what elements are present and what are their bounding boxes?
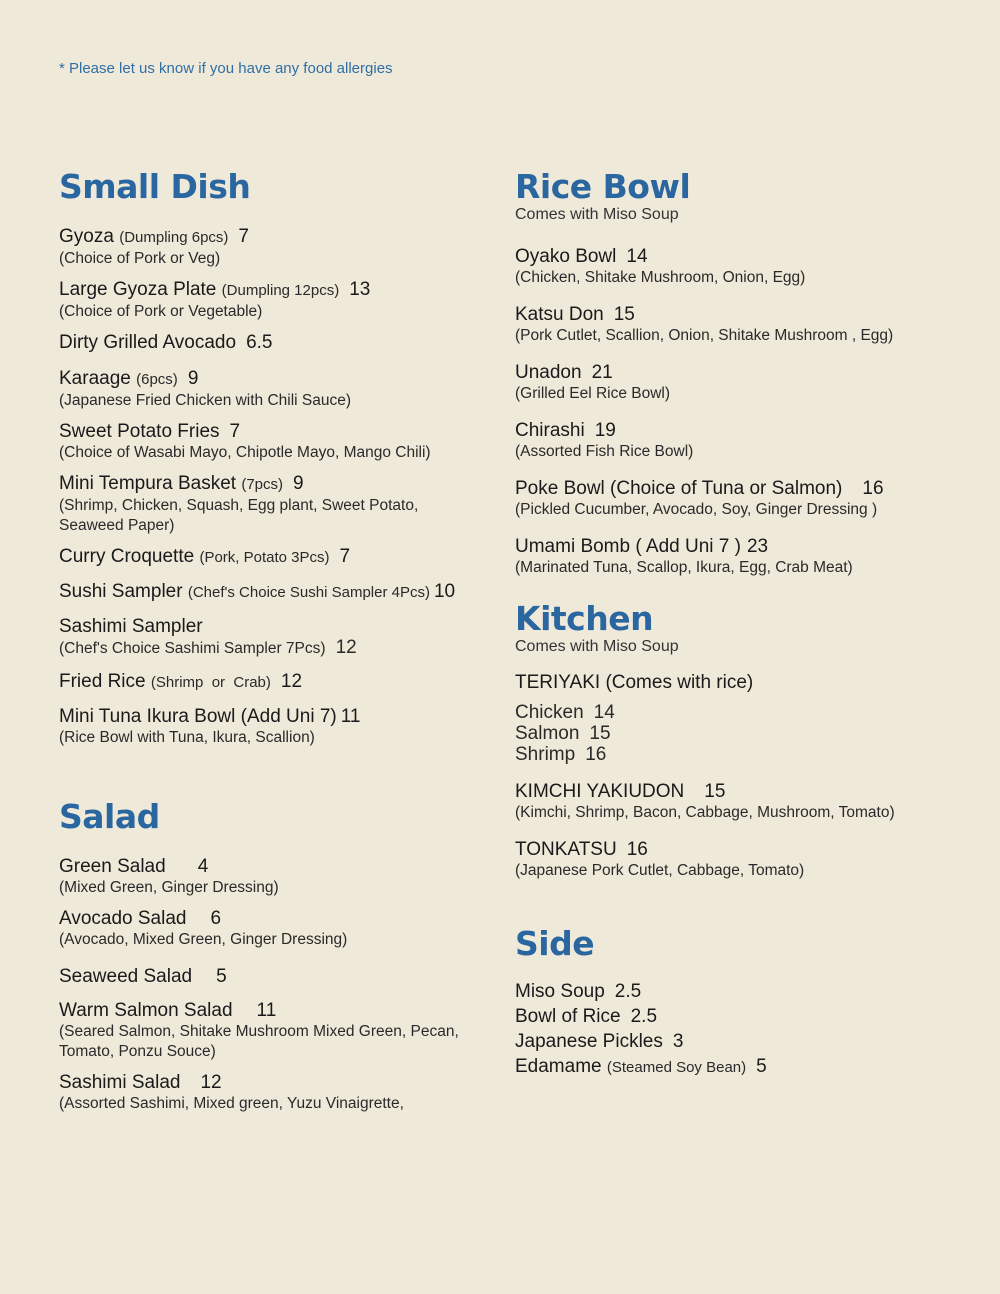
side-items (515, 981, 955, 1079)
item-price: 23 (746, 536, 769, 557)
item-name: Dirty Grilled Avocado (59, 332, 237, 353)
menu-item-miso-soup (515, 981, 955, 1003)
small-dish-items (59, 226, 499, 748)
section-title-salad: Salad (59, 797, 160, 836)
section-subtitle: Comes with Miso Soup (515, 206, 679, 223)
item-name: Unadon (515, 362, 582, 383)
item-sub: (Dumpling 6pcs) (119, 229, 229, 246)
teriyaki-option-salmon (515, 723, 955, 744)
menu-item-curry-croquette (59, 546, 499, 569)
menu-item-warm-salmon-salad (59, 1000, 499, 1062)
kitchen-items (515, 672, 955, 881)
item-name: Japanese Pickles (515, 1031, 663, 1052)
item-name: Chirashi (515, 420, 585, 441)
right-column (515, 168, 955, 1082)
item-name: Large Gyoza Plate (59, 279, 217, 300)
menu-item-avocado-salad (59, 908, 499, 950)
item-name: Karaage (59, 368, 131, 389)
rice-bowl-section (515, 168, 955, 578)
item-price: 16 (626, 839, 648, 860)
item-price: 4 (197, 856, 209, 877)
menu-item-poke-bowl (515, 478, 955, 520)
item-name: Mini Tuna Ikura Bowl (Add Uni 7) (59, 706, 337, 727)
item-name: Sweet Potato Fries (59, 421, 220, 442)
menu-item-chirashi (515, 420, 955, 462)
item-name: Curry Croquette (59, 546, 195, 567)
menu-item-oyako-bowl (515, 246, 955, 288)
menu-item-mini-tuna-ikura-bowl (59, 706, 499, 748)
menu-item-sweet-potato-fries (59, 421, 499, 463)
item-price: 7 (238, 226, 249, 247)
item-price: 9 (187, 368, 199, 389)
menu-item-gyoza (59, 226, 499, 269)
menu-item-seaweed-salad (59, 966, 499, 988)
option-price: 16 (585, 744, 607, 765)
item-desc: (Choice of Pork or Vegetable) (59, 303, 263, 320)
salad-items (59, 856, 499, 1114)
item-desc: (Chef's Choice Sashimi Sampler 7Pcs) (59, 640, 326, 657)
item-name: Mini Tempura Basket (59, 473, 237, 494)
teriyaki-option-shrimp (515, 744, 955, 765)
item-price: 11 (256, 1000, 277, 1021)
item-price: 7 (339, 546, 351, 567)
item-name: Umami Bomb ( Add Uni 7 ) (515, 536, 741, 557)
item-name: Miso Soup (515, 981, 605, 1002)
item-desc: (Shrimp, Chicken, Squash, Egg plant, Sweet Potato, Seaweed Paper) (59, 497, 419, 534)
item-name: Fried Rice (59, 671, 146, 692)
menu-item-dirty-grilled-avocado (59, 332, 499, 354)
item-price: 3 (672, 1031, 684, 1052)
teriyaki-option-chicken (515, 702, 955, 723)
item-price: 6.5 (246, 332, 273, 353)
item-desc: (Marinated Tuna, Scallop, Ikura, Egg, Crab Meat) (515, 559, 853, 576)
section-title-side: Side (515, 924, 595, 963)
side-section (515, 925, 955, 1079)
item-price: 13 (349, 279, 371, 300)
item-name: TERIYAKI (Comes with rice) (515, 672, 754, 693)
menu-item-mini-tempura-basket (59, 473, 499, 536)
menu-item-katsu-don (515, 304, 955, 346)
menu-item-fried-rice (59, 671, 499, 694)
item-price: 15 (613, 304, 635, 325)
menu-item-japanese-pickles (515, 1031, 955, 1053)
left-column (59, 168, 499, 1124)
item-price: 5 (756, 1056, 767, 1077)
item-name: Warm Salmon Salad (59, 1000, 233, 1021)
allergy-note: * Please let us know if you have any food allergies (59, 60, 393, 77)
menu-item-karaage (59, 368, 499, 411)
item-desc: (Japanese Fried Chicken with Chili Sauce) (59, 392, 352, 409)
option-price: 14 (593, 702, 615, 723)
item-price: 21 (591, 362, 613, 383)
item-price: 15 (704, 781, 726, 802)
menu-item-sashimi-sampler (59, 616, 499, 659)
item-price: 19 (594, 420, 616, 441)
item-name: Poke Bowl (Choice of Tuna or Salmon) (515, 478, 843, 499)
item-desc: (Assorted Fish Rice Bowl) (515, 443, 694, 460)
menu-item-green-salad (59, 856, 499, 898)
menu-item-large-gyoza-plate (59, 279, 499, 322)
item-name: Oyako Bowl (515, 246, 617, 267)
section-subtitle: Comes with Miso Soup (515, 638, 679, 655)
item-desc: (Grilled Eel Rice Bowl) (515, 385, 671, 402)
item-desc: (Pork Cutlet, Scallion, Onion, Shitake Mushroom , Egg) (515, 327, 894, 344)
menu-item-sashimi-salad (59, 1072, 499, 1114)
section-title-rice-bowl: Rice Bowl (515, 167, 691, 206)
small-dish-section (59, 168, 499, 748)
menu-item-bowl-of-rice (515, 1006, 955, 1028)
item-name: Sushi Sampler (59, 581, 183, 602)
menu-item-unadon (515, 362, 955, 404)
item-sub: (Chef's Choice Sushi Sampler 4Pcs) (187, 584, 430, 601)
item-price: 2.5 (614, 981, 642, 1002)
item-sub: (Shrimp or Crab) (150, 674, 271, 691)
item-name: Edamame (515, 1056, 602, 1077)
option-name: Shrimp (515, 744, 576, 765)
item-name: KIMCHI YAKIUDON (515, 781, 685, 802)
item-name: Bowl of Rice (515, 1006, 621, 1027)
item-name: Sashimi Sampler (59, 616, 203, 637)
item-name: Green Salad (59, 856, 166, 877)
item-price: 14 (626, 246, 648, 267)
option-price: 15 (589, 723, 611, 744)
item-name: Sashimi Salad (59, 1072, 181, 1093)
menu-item-sushi-sampler (59, 581, 499, 604)
item-price: 2.5 (630, 1006, 658, 1027)
item-sub: (Steamed Soy Bean) (606, 1059, 747, 1076)
item-desc: (Japanese Pork Cutlet, Cabbage, Tomato) (515, 862, 805, 879)
menu-item-tonkatsu (515, 839, 955, 881)
section-title-kitchen: Kitchen (515, 599, 654, 638)
rice-bowl-items (515, 246, 955, 578)
item-sub: (Dumpling 12pcs) (221, 282, 340, 299)
item-price: 7 (229, 421, 241, 442)
section-title-small-dish: Small Dish (59, 167, 251, 206)
item-name: TONKATSU (515, 839, 617, 860)
item-sub: (Pork, Potato 3Pcs) (199, 549, 330, 566)
item-price: 12 (200, 1072, 222, 1093)
item-price: 10 (433, 581, 456, 602)
item-desc: (Chicken, Shitake Mushroom, Onion, Egg) (515, 269, 806, 286)
item-desc: (Pickled Cucumber, Avocado, Soy, Ginger Dressing ) (515, 501, 878, 518)
item-price: 11 (340, 706, 361, 727)
item-price: 12 (335, 637, 357, 658)
item-desc: (Seared Salmon, Shitake Mushroom Mixed Green, Pecan, Tomato, Ponzu Souce) (59, 1023, 459, 1060)
salad-section (59, 798, 499, 1114)
menu-item-edamame (515, 1056, 955, 1079)
item-desc: (Choice of Pork or Veg) (59, 250, 221, 267)
item-price: 12 (280, 671, 303, 692)
item-sub: (6pcs) (136, 371, 178, 388)
item-price: 6 (210, 908, 222, 929)
item-desc: (Choice of Wasabi Mayo, Chipotle Mayo, Mango Chili) (59, 444, 431, 461)
menu-item-umami-bomb (515, 536, 955, 578)
item-name: Avocado Salad (59, 908, 187, 929)
item-sub: (7pcs) (241, 476, 284, 493)
item-name: Gyoza (59, 226, 114, 247)
item-desc: (Rice Bowl with Tuna, Ikura, Scallion) (59, 729, 315, 746)
item-price: 5 (216, 966, 227, 987)
item-name: Katsu Don (515, 304, 604, 325)
item-desc: (Kimchi, Shrimp, Bacon, Cabbage, Mushroom, Tomato) (515, 804, 895, 821)
item-price: 9 (293, 473, 304, 494)
item-desc: (Avocado, Mixed Green, Ginger Dressing) (59, 931, 348, 948)
option-name: Chicken (515, 702, 584, 723)
menu-item-teriyaki (515, 672, 955, 765)
menu-item-kimchi-yakiudon (515, 781, 955, 823)
item-price: 16 (862, 478, 884, 499)
item-desc: (Assorted Sashimi, Mixed green, Yuzu Vinaigrette, (59, 1095, 404, 1112)
item-name: Seaweed Salad (59, 966, 193, 987)
option-name: Salmon (515, 723, 580, 744)
item-desc: (Mixed Green, Ginger Dressing) (59, 879, 279, 896)
kitchen-section (515, 600, 955, 881)
